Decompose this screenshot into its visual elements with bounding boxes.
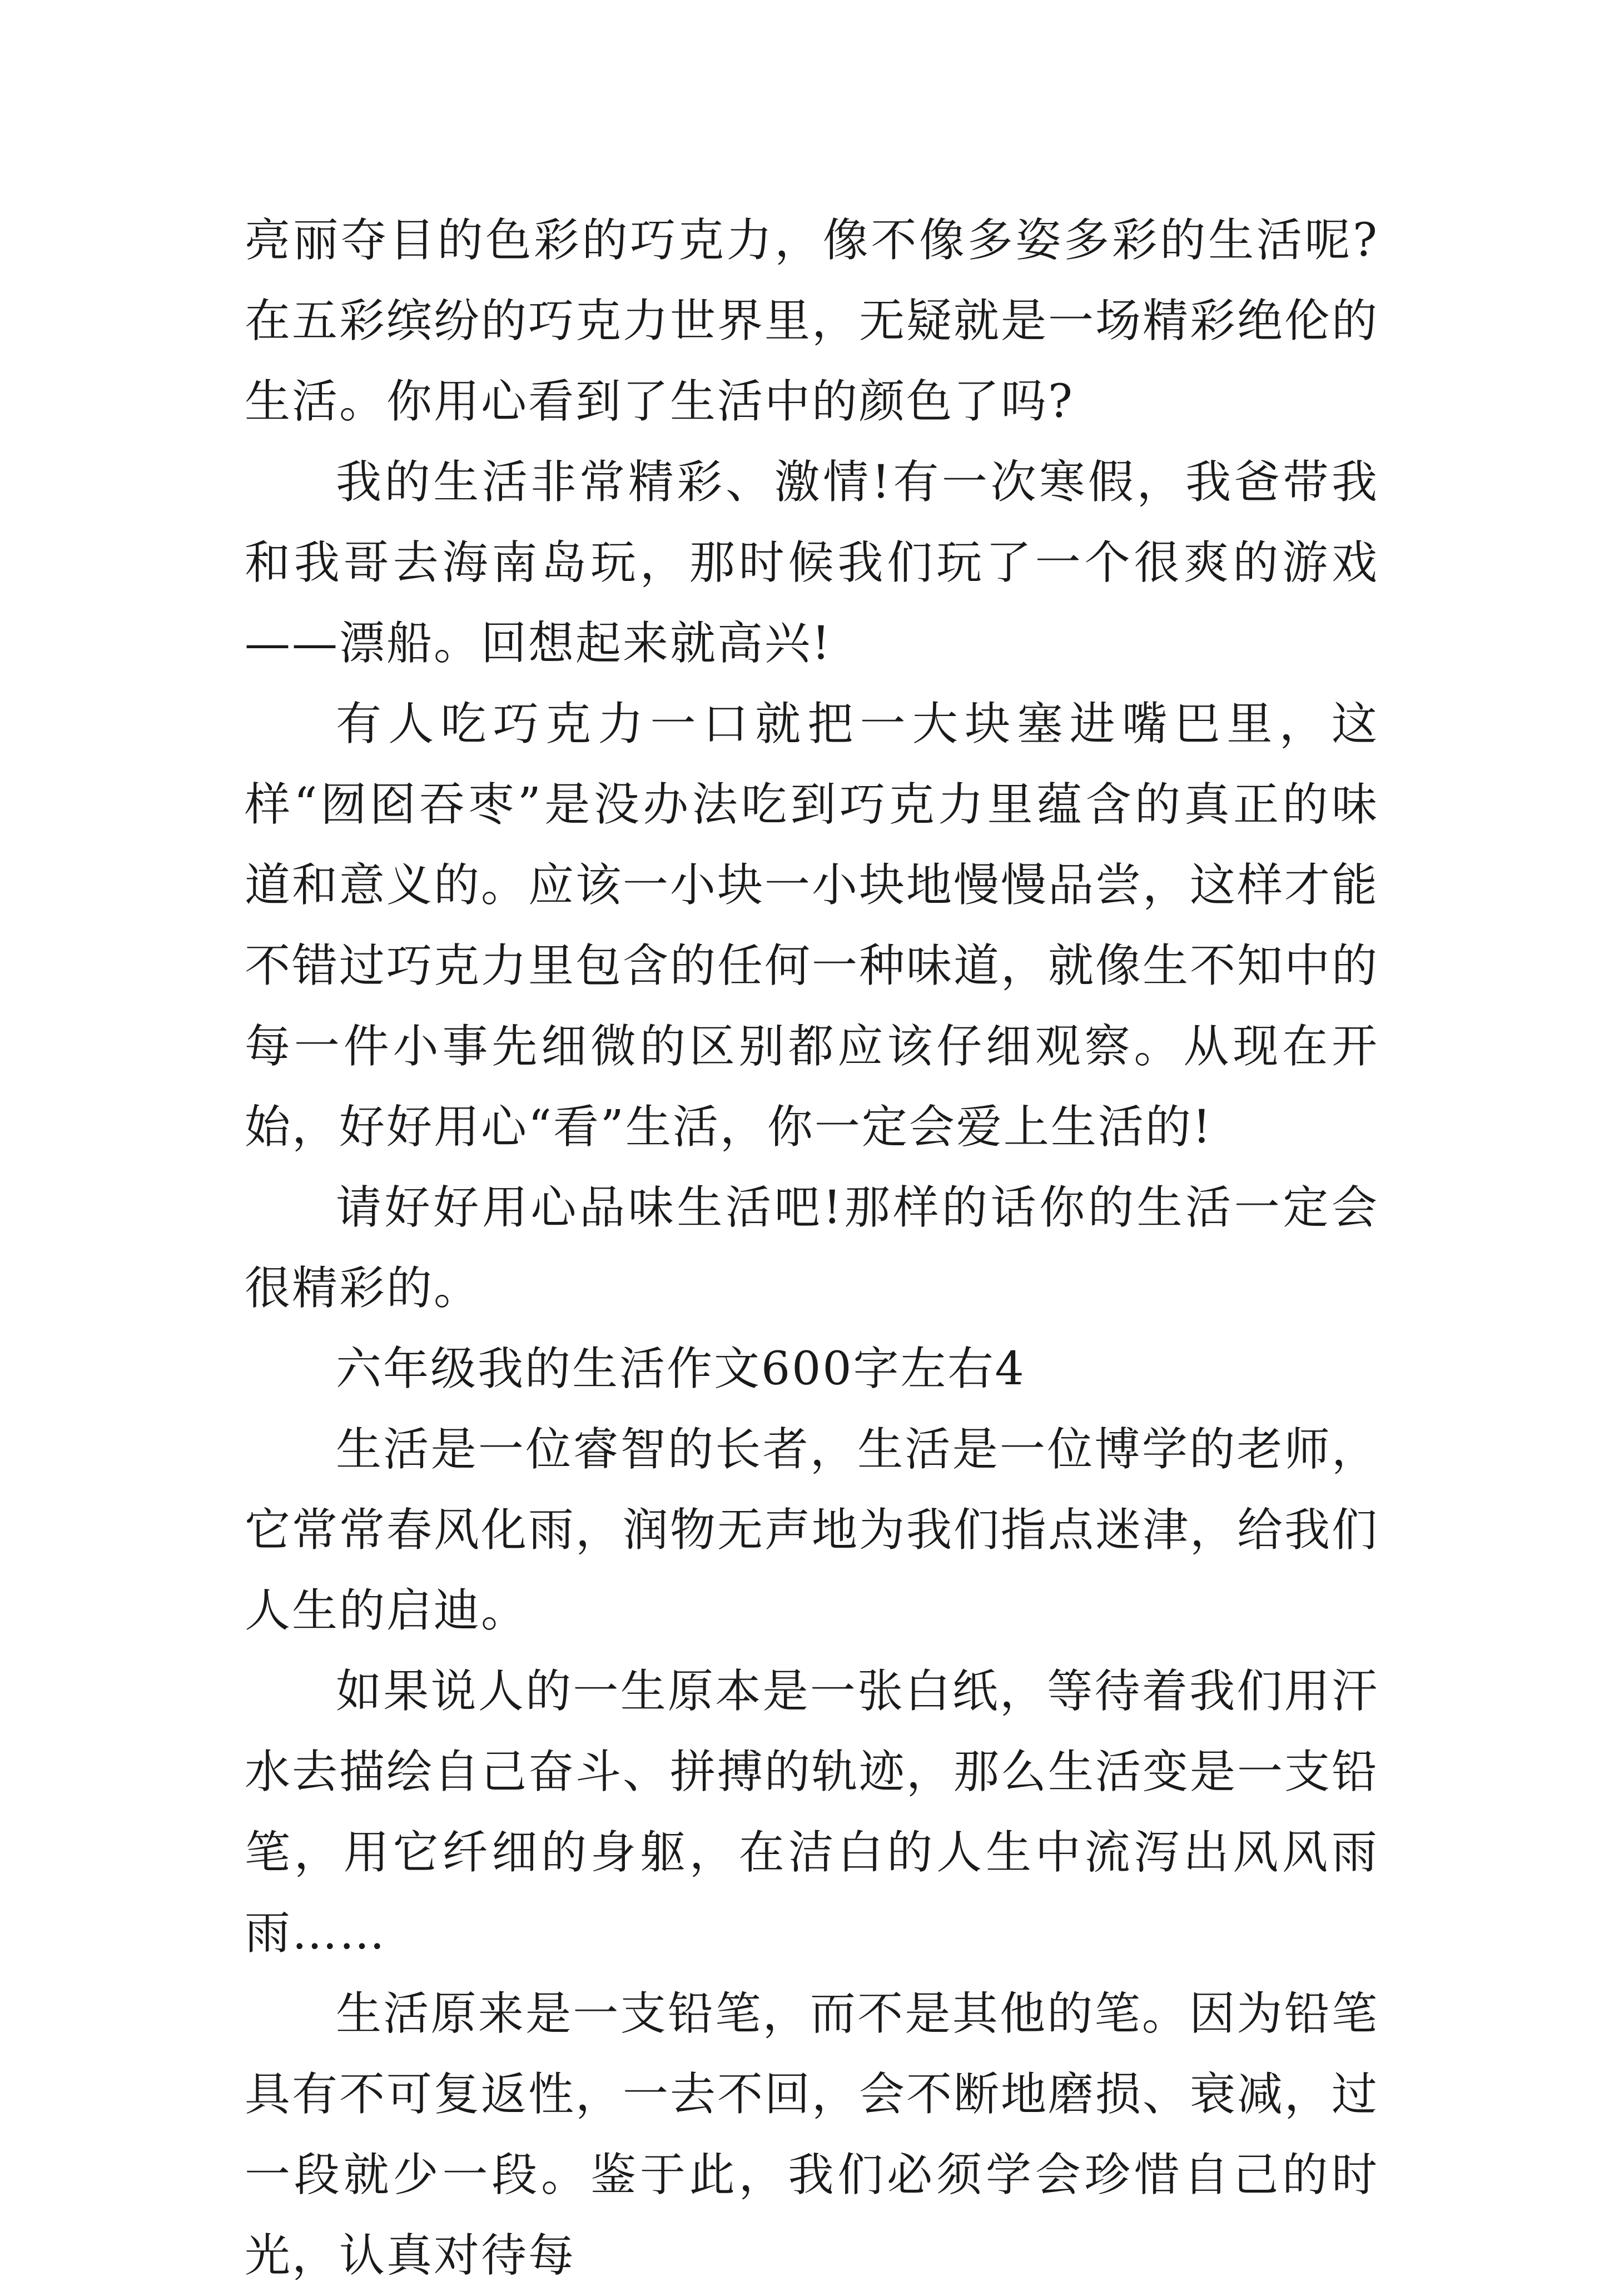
paragraph-eating-chocolate: 有人吃巧克力一口就把一大块塞进嘴巴里，这样“囫囵吞枣”是没办法吃到巧克力里蕴含的真正的味道和意义的。应该一小块一小块地慢慢品尝，这样才能不错过巧克力里包含的任何一种味道，就像生不知中的每一件小事先细微的区别都应该仔细观察。从现在开始，好好用心“看”生活，你一定会爱上生活的! xyxy=(245,698,1379,1154)
essay-heading: 六年级我的生活作文600字左右4 xyxy=(336,1343,1026,1395)
paragraph-pencil: 生活原来是一支铅笔，而不是其他的笔。因为铅笔具有不可复返性，一去不回，会不断地磨损、衰减，过一段就少一段。鉴于此，我们必须学会珍惜自己的时光，认真对待每 xyxy=(245,1987,1379,2282)
document-body xyxy=(245,200,1379,2296)
paragraph-white-paper: 如果说人的一生原本是一张白纸，等待着我们用汗水去描绘自己奋斗、拼搏的轨迹，那么生活变是一支铅笔，用它纤细的身躯，在洁白的人生中流泻出风风雨雨…… xyxy=(245,1665,1379,1960)
paragraph-life-teacher: 生活是一位睿智的长者，生活是一位博学的老师，它常常春风化雨，润物无声地为我们指点迷津，给我们人生的启迪。 xyxy=(245,1423,1379,1637)
paragraph-hainan-trip: 我的生活非常精彩、激情!有一次寒假，我爸带我和我哥去海南岛玩，那时候我们玩了一个很爽的游戏——漂船。回想起来就高兴! xyxy=(245,456,1379,670)
paragraph-savor-life: 请好好用心品味生活吧!那样的话你的生活一定会很精彩的。 xyxy=(245,1181,1379,1315)
paragraph-chocolate-colors: 亮丽夺目的色彩的巧克力，像不像多姿多彩的生活呢?在五彩缤纷的巧克力世界里，无疑就是一场精彩绝伦的生活。你用心看到了生活中的颜色了吗? xyxy=(245,214,1379,428)
